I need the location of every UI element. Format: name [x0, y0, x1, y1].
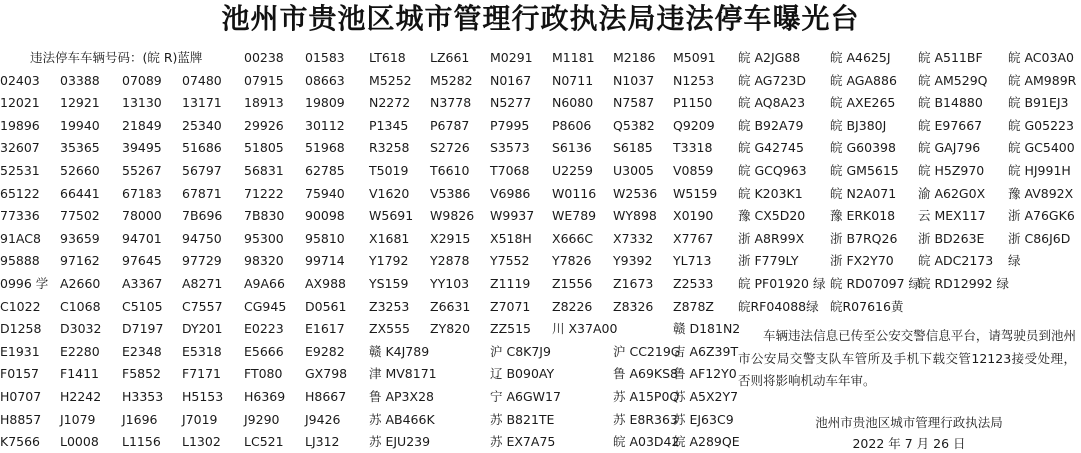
plate-number: 津 MV8171	[369, 366, 437, 382]
plate-number: 皖 AM529Q	[918, 72, 988, 88]
plate-number: 12921	[60, 95, 100, 111]
plate-number: 鲁 A69KS8	[613, 366, 679, 382]
plate-number: Z878Z	[673, 298, 714, 314]
plate-number: 77336	[0, 208, 40, 224]
plate-number: 94750	[182, 230, 222, 246]
plate-number: Z1673	[613, 276, 654, 291]
plate-number: YS159	[369, 276, 409, 291]
plate-number: YL713	[673, 253, 712, 269]
plate-number: 67183	[122, 185, 162, 201]
plate-number: 皖 GCQ963	[738, 163, 807, 178]
plate-number: FT080	[244, 366, 283, 382]
plate-number: 7B830	[244, 208, 285, 224]
plate-number: 辽 B090AY	[490, 366, 555, 382]
plate-number: 00238	[244, 50, 284, 65]
plate-number: 66441	[60, 185, 100, 201]
plate-number: P7995	[490, 117, 530, 133]
plate-number: C1022	[0, 298, 41, 314]
plate-number: D7197	[122, 321, 164, 337]
plate-number: 97729	[182, 253, 222, 269]
plate-number: 71222	[244, 185, 284, 201]
plate-number: D1258	[0, 321, 42, 337]
plate-number: 30112	[305, 117, 345, 133]
plate-number: A3367	[122, 276, 163, 291]
plate-number: 皖 AGA886	[830, 72, 897, 88]
plate-number: V6986	[490, 185, 531, 201]
plate-number: 51805	[244, 140, 284, 156]
plate-number: 95810	[305, 230, 345, 246]
plate-number: X0190	[673, 208, 714, 224]
plate-number: H5153	[182, 389, 224, 404]
plate-number: 皖 ADC2173	[918, 253, 994, 269]
plate-number: ZZ515	[490, 321, 531, 337]
plate-number: 29926	[244, 117, 284, 133]
plate-number: L0008	[60, 434, 99, 450]
plate-number: 0996 学	[0, 276, 49, 291]
plate-number: H8667	[305, 389, 347, 404]
plate-number: 25340	[182, 117, 222, 133]
plate-number: X2915	[430, 230, 471, 246]
plate-number: N0167	[490, 72, 532, 88]
plate-number: 鲁 AP3X28	[369, 389, 434, 404]
plate-number: F0157	[0, 366, 40, 382]
plate-number: S2726	[430, 140, 470, 156]
plate-number: 皖 A4625J	[830, 50, 891, 65]
plate-number: Z2533	[673, 276, 714, 291]
plate-number: 云 MEX117	[918, 208, 986, 224]
plate-number: 苏 EJU239	[369, 434, 431, 450]
plate-number: 皖 G42745	[738, 140, 804, 156]
plate-number: 皖 G60398	[830, 140, 896, 156]
plate-number: 浙 BD263E	[918, 230, 985, 246]
plate-number: 浙 B7RQ26	[830, 230, 898, 246]
plate-number: CG945	[244, 298, 287, 314]
plate-number: T3318	[673, 140, 713, 156]
plate-number: C1068	[60, 298, 101, 314]
plate-number: 55267	[122, 163, 162, 178]
plate-number: E1617	[305, 321, 345, 337]
plate-number: M2186	[613, 50, 656, 65]
plate-number: LJ312	[305, 434, 340, 450]
plate-number: 赣 D181N2	[673, 321, 741, 337]
plate-number: E5318	[182, 343, 222, 359]
plate-number: N6080	[552, 95, 594, 111]
plate-number: LZ661	[430, 50, 470, 65]
plate-number: E2348	[122, 343, 162, 359]
plate-number: W9937	[490, 208, 535, 224]
plate-number: 67871	[182, 185, 222, 201]
plate-number: S6136	[552, 140, 592, 156]
plate-number: F5852	[122, 366, 162, 382]
plate-number: 赣 K4J789	[369, 343, 430, 359]
plate-number: 苏 AB466K	[369, 411, 435, 427]
plate-number: 97645	[122, 253, 162, 269]
plate-number: 90098	[305, 208, 345, 224]
plate-number: E2280	[60, 343, 100, 359]
plate-number: E1931	[0, 343, 40, 359]
plate-number: 川 X37A00	[552, 321, 618, 337]
plate-number: V0859	[673, 163, 714, 178]
plate-number: WY898	[613, 208, 657, 224]
plate-number: 苏 B821TE	[490, 411, 555, 427]
plate-number: L1302	[182, 434, 221, 450]
plate-number: Q5382	[613, 117, 655, 133]
plate-number: 苏 EJ63C9	[673, 411, 734, 427]
plate-number: T5019	[369, 163, 409, 178]
plate-number: 皖 B14880	[918, 95, 983, 111]
plate-number: P1345	[369, 117, 409, 133]
plate-number: U3005	[613, 163, 654, 178]
plate-number: 浙 FX2Y70	[830, 253, 894, 269]
plate-number: 皖 A511BF	[918, 50, 983, 65]
plate-number: H2242	[60, 389, 102, 404]
plate-number: Z8226	[552, 298, 593, 314]
plate-number: 19896	[0, 117, 40, 133]
plate-number: 52531	[0, 163, 40, 178]
plate-number: LC521	[244, 434, 284, 450]
plate-number: 65122	[0, 185, 40, 201]
plate-number: 宁 A6GW17	[490, 389, 561, 404]
plate-number: V5386	[430, 185, 471, 201]
plate-number: W5691	[369, 208, 414, 224]
plate-number: 皖 AC03A0	[1008, 50, 1074, 65]
plate-number: DY201	[182, 321, 223, 337]
plate-number: 97162	[60, 253, 100, 269]
plate-number: 52660	[60, 163, 100, 178]
plate-number: 77502	[60, 208, 100, 224]
plate-number: 皖 B92A79	[738, 117, 804, 133]
plate-number: 07915	[244, 72, 284, 88]
plate-number: 95888	[0, 253, 40, 269]
plate-number: 51968	[305, 140, 345, 156]
plate-number: E9282	[305, 343, 345, 359]
plate-number: Y1792	[369, 253, 409, 269]
plate-number: S6185	[613, 140, 653, 156]
plate-number: U2259	[552, 163, 593, 178]
plate-number: 沪 CC219G	[613, 343, 681, 359]
plate-number: 皖 G05223	[1008, 117, 1074, 133]
plate-number: 39495	[122, 140, 162, 156]
plate-number: 皖 E97667	[918, 117, 983, 133]
plate-number: Z6631	[430, 298, 471, 314]
plate-number: 豫 ERK018	[830, 208, 896, 224]
plate-number: 豫 CX5D20	[738, 208, 806, 224]
plate-number: E5666	[244, 343, 284, 359]
plate-number: 01583	[305, 50, 345, 65]
plate-number: 08663	[305, 72, 345, 88]
plate-number: 皖 GC5400	[1008, 140, 1075, 156]
plate-number: Z3253	[369, 298, 410, 314]
plate-number: 绿	[1008, 253, 1021, 269]
plate-number: M1181	[552, 50, 595, 65]
plate-number: 56831	[244, 163, 284, 178]
plate-number: N0711	[552, 72, 594, 88]
plate-number: 皖 GM5615	[830, 163, 899, 178]
plate-number: 07089	[122, 72, 162, 88]
plate-number: Y9392	[613, 253, 653, 269]
plate-number: Q9209	[673, 117, 715, 133]
plate-number: 12021	[0, 95, 40, 111]
plate-number: J9290	[244, 411, 280, 427]
plate-number: 浙 F779LY	[738, 253, 799, 269]
plate-number: X7767	[673, 230, 714, 246]
plate-number: K7566	[0, 434, 41, 450]
plate-number: Y2878	[430, 253, 470, 269]
plate-number: S3573	[490, 140, 530, 156]
publish-date: 2022 年 7 月 26 日	[852, 436, 966, 451]
plate-number: H8857	[0, 411, 42, 427]
plate-number: 95300	[244, 230, 284, 246]
plate-number: M0291	[490, 50, 533, 65]
plate-number: 皖 GAJ796	[918, 140, 981, 156]
page-title: 池州市贵池区城市管理行政执法局违法停车曝光台	[221, 2, 860, 35]
plate-number: 皖 K203K1	[738, 185, 803, 201]
plate-number: W0116	[552, 185, 597, 201]
plate-number: 21849	[122, 117, 162, 133]
plate-number: 浙 C86J6D	[1008, 230, 1071, 246]
plate-number: WE789	[552, 208, 597, 224]
plate-number: J7019	[182, 411, 218, 427]
plate-number: 99714	[305, 253, 345, 269]
plate-number: W2536	[613, 185, 658, 201]
plate-number: 浙 A76GK6	[1008, 208, 1075, 224]
plate-number: F1411	[60, 366, 100, 382]
plate-number: 91AC8	[0, 230, 41, 246]
plate-number: 皖 AM989R	[1008, 72, 1077, 88]
plate-number: YY103	[430, 276, 470, 291]
plate-number: 皖 PF01920 绿	[738, 276, 826, 291]
plate-number: 苏 E8R363	[613, 411, 678, 427]
plate-number: N1037	[613, 72, 655, 88]
plate-number: 吉 A6Z39T	[673, 343, 739, 359]
plate-number: ZX555	[369, 321, 410, 337]
plate-number: H3353	[122, 389, 164, 404]
plate-number: 苏 EX7A75	[490, 434, 556, 450]
plate-number: M5282	[430, 72, 473, 88]
plate-number: J1696	[122, 411, 158, 427]
plate-number: 93659	[60, 230, 100, 246]
plate-number: N5277	[490, 95, 532, 111]
plate-number: X518H	[490, 230, 532, 246]
plate-number: P8606	[552, 117, 592, 133]
plate-number: 皖 B91EJ3	[1008, 95, 1069, 111]
plate-number: X1681	[369, 230, 410, 246]
notice-text: 车辆违法信息已传至公安交警信息平台，请驾驶员到池州市公安局交警支队车管所及手机下载交管12123接受处理，否则将影响机动车年审。	[738, 328, 1076, 389]
plate-number: M5091	[673, 50, 716, 65]
plate-number: 32607	[0, 140, 40, 156]
plate-number: H6369	[244, 389, 286, 404]
plate-number: 皖 H5Z970	[918, 163, 985, 178]
plate-number: A9A66	[244, 276, 285, 291]
plate-number: 皖 A289QE	[673, 434, 740, 450]
plate-number: 鲁 AF12Y0	[673, 366, 737, 382]
plate-number: P1150	[673, 95, 713, 111]
plate-number: Z1119	[490, 276, 531, 291]
plate-number: L1156	[122, 434, 161, 450]
plate-number: 18913	[244, 95, 284, 111]
plate-number: J9426	[305, 411, 341, 427]
plate-number: C7557	[182, 298, 223, 314]
plate-number: 56797	[182, 163, 222, 178]
plate-number: C5105	[122, 298, 163, 314]
plate-number: 皖 A03D42	[613, 434, 680, 450]
plate-number: D3032	[60, 321, 102, 337]
plate-number: P6787	[430, 117, 470, 133]
plate-number: 02403	[0, 72, 40, 88]
plate-number: V1620	[369, 185, 410, 201]
plate-number: GX798	[305, 366, 348, 382]
plate-number: 07480	[182, 72, 222, 88]
plate-number: T7068	[490, 163, 530, 178]
plate-number: Z7071	[490, 298, 531, 314]
plate-list-intro: 违法停车车辆号码：(皖 R)蓝牌	[30, 50, 203, 65]
plate-number: D0561	[305, 298, 347, 314]
plate-number: 62785	[305, 163, 345, 178]
plate-number: 皖 N2A071	[830, 185, 897, 201]
plate-number: 7B696	[182, 208, 223, 224]
plate-number: X7332	[613, 230, 654, 246]
plate-number: 皖 AXE265	[830, 95, 896, 111]
plate-number: 98320	[244, 253, 284, 269]
plate-number: 苏 A5X2Y7	[673, 389, 739, 404]
plate-number: 皖R07616黄	[830, 298, 904, 314]
plate-number: 浙 A8R99X	[738, 230, 805, 246]
plate-number: A2660	[60, 276, 101, 291]
plate-number: R3258	[369, 140, 410, 156]
plate-number: H0707	[0, 389, 42, 404]
plate-number: N3778	[430, 95, 472, 111]
plate-number: F7171	[182, 366, 222, 382]
plate-number: X666C	[552, 230, 594, 246]
plate-number: T6610	[430, 163, 470, 178]
plate-number: N1253	[673, 72, 715, 88]
plate-number: AX988	[305, 276, 346, 291]
plate-number: LT618	[369, 50, 406, 65]
issuing-organization: 池州市贵池区城市管理行政执法局	[815, 415, 1003, 430]
plate-number: 皖 AQ8A23	[738, 95, 806, 111]
plate-number: 13171	[182, 95, 222, 111]
plate-number: 沪 C8K7J9	[490, 343, 551, 359]
plate-number: 苏 A15P0Q	[613, 389, 680, 404]
plate-number: 皖 A2JG88	[738, 50, 801, 65]
plate-number: 75940	[305, 185, 345, 201]
plate-number: 51686	[182, 140, 222, 156]
plate-number: 皖 HJ991H	[1008, 163, 1071, 178]
plate-number: ZY820	[430, 321, 471, 337]
plate-number: Y7552	[490, 253, 530, 269]
plate-number: 渝 A62G0X	[918, 185, 986, 201]
plate-number: 03388	[60, 72, 100, 88]
plate-number: N7587	[613, 95, 655, 111]
plate-number: W9826	[430, 208, 475, 224]
plate-number: N2272	[369, 95, 411, 111]
plate-number: 19940	[60, 117, 100, 133]
plate-number: 皖 RD12992 绿	[918, 276, 1010, 291]
plate-number: W5159	[673, 185, 718, 201]
plate-number: 78000	[122, 208, 162, 224]
plate-number: A8271	[182, 276, 223, 291]
plate-number: J1079	[60, 411, 96, 427]
plate-number: 豫 AV892X	[1008, 185, 1074, 201]
plate-number: 19809	[305, 95, 345, 111]
plate-number: Z8326	[613, 298, 654, 314]
plate-number: 94701	[122, 230, 162, 246]
plate-number: 皖 AG723D	[738, 72, 806, 88]
plate-number: 皖 RD07097 绿	[830, 276, 922, 291]
plate-number: 13130	[122, 95, 162, 111]
plate-number: M5252	[369, 72, 412, 88]
plate-number: Z1556	[552, 276, 593, 291]
plate-number: 皖RF04088绿	[738, 298, 819, 314]
plate-number: 皖 BJ380J	[830, 117, 887, 133]
plate-number: Y7826	[552, 253, 592, 269]
plate-number: E0223	[244, 321, 284, 337]
plate-number: 35365	[60, 140, 100, 156]
